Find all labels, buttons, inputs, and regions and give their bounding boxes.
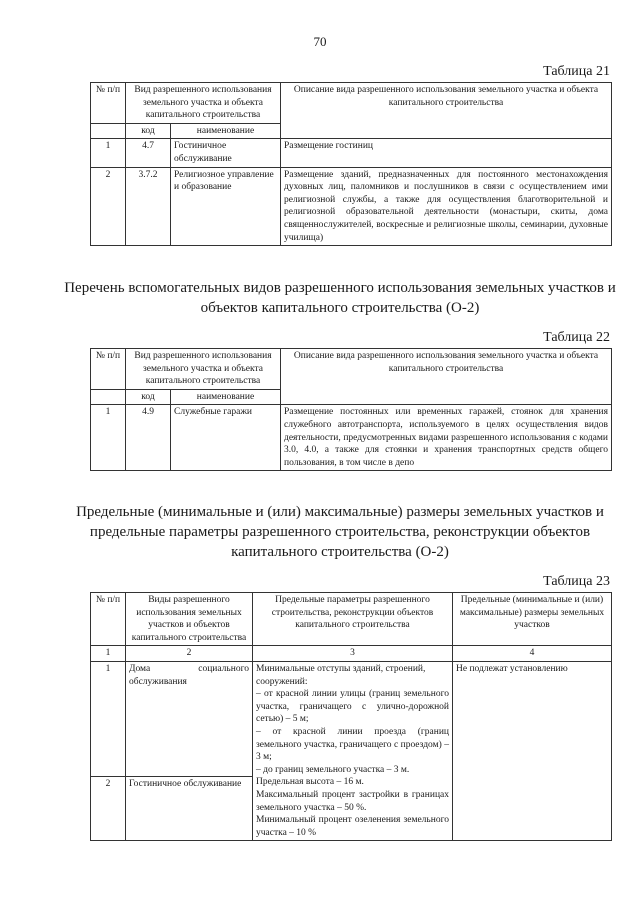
row-type: Гостиничное обслуживание: [126, 777, 253, 841]
table-row: [91, 167, 612, 246]
page-number: 70: [313, 34, 327, 49]
header-num: № п/п: [91, 83, 126, 124]
row-desc: Размещение зданий, предназначенных для постоянного местонахождения духовных лиц, паломников и послушников в связи с осуществлением ими религиозной службы, а также для осуществления благотворительной и религиозной образовательной деятельности (монастыри, скиты, дома священнослужителей, воскресные и религиозные школы, семинарии, духовные училища): [281, 167, 612, 246]
row-name: Религиозное управление и образование: [171, 167, 281, 246]
row-type: Дома социального обслуживания: [126, 661, 253, 776]
section-heading-limits: Предельные (минимальные и (или) максимальные) размеры земельных участков и предельные параметры разрешенного строительства, реконструкции объектов капитального строительства (О-2): [76, 504, 604, 560]
col-num-1: 1: [91, 646, 126, 662]
header-num: № п/п: [91, 349, 126, 390]
row-name: Гостиничное обслуживание: [171, 139, 281, 167]
params-line: Минимальный процент озеленения земельного участка – 10 %: [256, 815, 449, 838]
params-line: – от красной линии улицы (границ земельного участка, граничащего с улично-дорожной сетью) – 5 м;: [256, 689, 449, 725]
params-cell: [253, 661, 453, 840]
header-desc: Описание вида разрешенного использования земельного участка и объекта капитального строительства: [281, 349, 612, 405]
params-line: Минимальные отступы зданий, строений, сооружений:: [256, 663, 426, 687]
params-line: – от красной линии проезда (границ земельного участка, граничащего с проездом) – 3 м;: [256, 726, 449, 763]
table-21-caption: Таблица 21: [543, 64, 610, 79]
table-22-caption: Таблица 22: [543, 330, 610, 345]
params-line: Предельная высота – 16 м.: [256, 777, 364, 788]
table-row: [91, 139, 612, 167]
row-code: 4.9: [126, 405, 171, 471]
row-num: 2: [91, 167, 126, 246]
row-code: 4.7: [126, 139, 171, 167]
table-21: [90, 82, 612, 246]
row-num: 1: [91, 139, 126, 167]
table-23: [90, 592, 612, 841]
table-23-caption: Таблица 23: [543, 574, 610, 589]
header-code: код: [126, 389, 171, 405]
header-types: Виды разрешенного использования земельных участков и объектов капитального строительства: [126, 593, 253, 646]
header-sizes: Предельные (минимальные и (или) максимальные) размеры земельных участков: [453, 593, 612, 646]
row-desc: Размещение гостиниц: [281, 139, 612, 167]
row-code: 3.7.2: [126, 167, 171, 246]
row-num: 1: [91, 661, 126, 776]
params-line: – до границ земельного участка – 3 м.: [256, 764, 410, 775]
table-row: [91, 661, 612, 776]
header-params: Предельные параметры разрешенного строительства, реконструкции объектов капитального строительства: [253, 593, 453, 646]
col-num-4: 4: [453, 646, 612, 662]
header-name: наименование: [171, 123, 281, 139]
row-num: 1: [91, 405, 126, 471]
header-type: Вид разрешенного использования земельного участка и объекта капитального строительства: [126, 83, 281, 124]
col-num-3: 3: [253, 646, 453, 662]
section-heading-auxiliary: Перечень вспомогательных видов разрешенного использования земельных участков и объектов капитального строительства (О-2): [64, 280, 616, 316]
col-num-2: 2: [126, 646, 253, 662]
header-code: код: [126, 123, 171, 139]
header-name: наименование: [171, 389, 281, 405]
row-desc: Размещение постоянных или временных гаражей, стоянок для хранения служебного автотранспорта, используемого в целях осуществления видов деятельности, предусмотренных видами разрешенного использования с кодами 3.0, 4.0, а также для стоянки и хранения транспортных средств общего пользования, в том числе в депо: [281, 405, 612, 471]
sizes-cell: Не подлежат установлению: [453, 661, 612, 840]
params-line: Максимальный процент застройки в границах земельного участка – 50 %.: [256, 789, 449, 813]
table-row: [91, 405, 612, 471]
table-22: [90, 348, 612, 471]
header-num: № п/п: [91, 593, 126, 646]
row-name: Служебные гаражи: [171, 405, 281, 471]
header-desc: Описание вида разрешенного использования земельного участка и объекта капитального строительства: [281, 83, 612, 139]
row-num: 2: [91, 777, 126, 841]
header-type: Вид разрешенного использования земельного участка и объекта капитального строительства: [126, 349, 281, 390]
